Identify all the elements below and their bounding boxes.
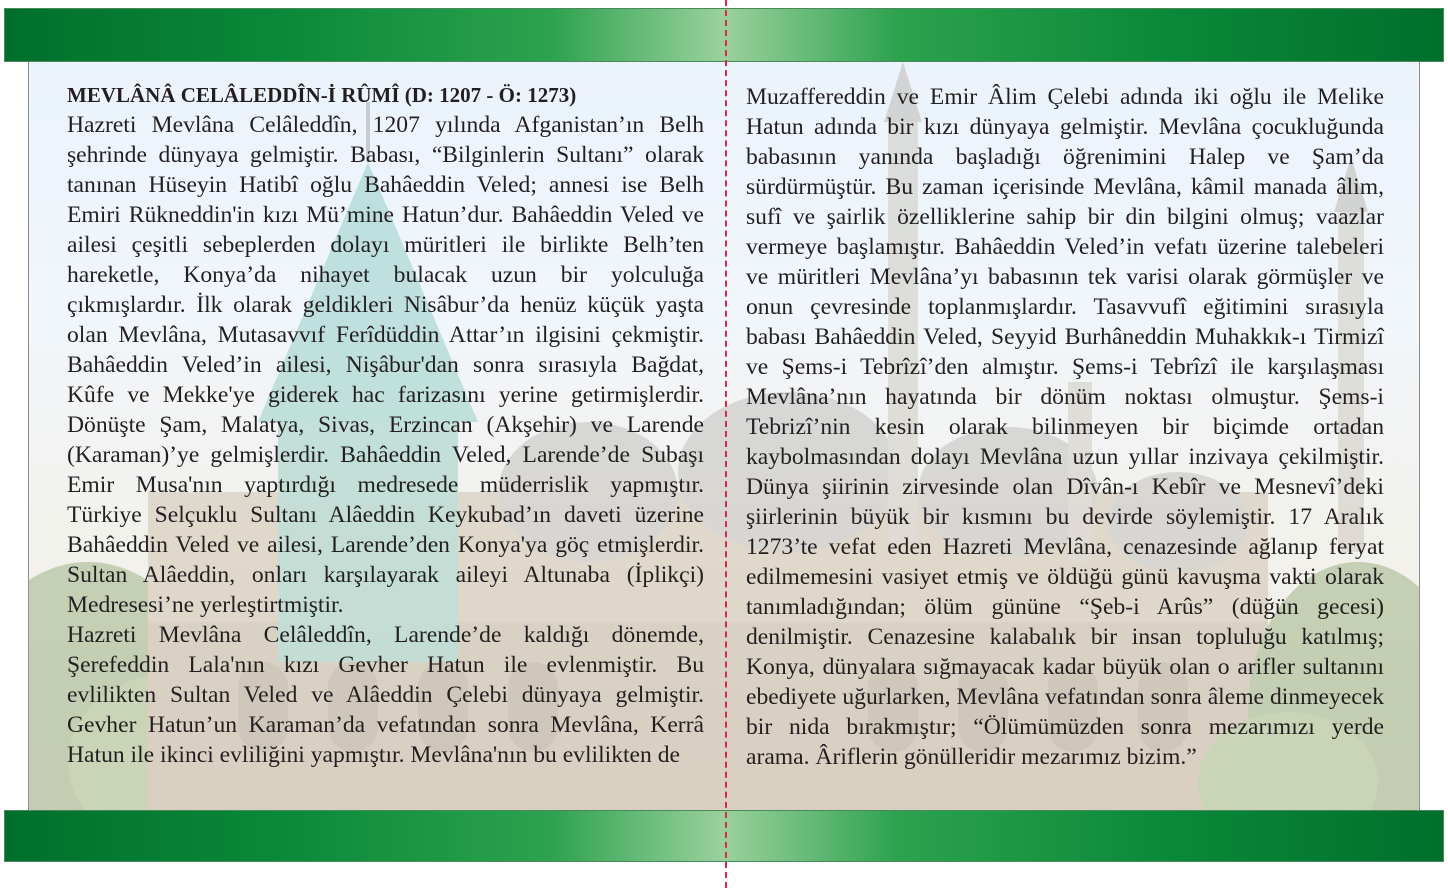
top-green-band — [4, 8, 1444, 62]
paragraph: Muzaffereddin ve Emir Âlim Çelebi adında iki oğlu ile Melike Hatun adında bir kızı dünyaya gelmiştir. Mevlâna çocukluğunda babasının yanında başladığı öğrenimini Halep ve Şam’da sürdürmüştür. Bu zaman içerisinde Mevlâna, kâmil manada âlim, sufî ve şairlik özelliklerine sahip bir din bilgini olmuş; vaazlar vermeye başlamıştır. Bahâeddin Veled’in vefatı üzerine talebeleri ve müritleri Mevlâna’yı babasının tek varisi olarak görmüşler ve onun çevresinde toplanmışlardır. Tasavvufî eğitimini sırasıyla babası Bahâeddin Veled, Seyyid Burhâneddin Muhakkık-ı Tirmizî ve Şems-i Tebrîzî’den almıştır. Şems-i Tebrîzî ile karşılaşması Mevlâna’nın hayatında bir dönüm noktası olmuştur. Şems-i Tebrizî’nin kesin olarak bilinmeyen bir biçimde ortadan kaybolmasından dolayı Mevlâna uzun yıllar inzivaya çekilmiştir. Dünya şiirinin zirvesinde olan Dîvân-ı Kebîr ve Mesnevî’deki şiirlerinin büyük bir kısmını bu devirde söylemiştir. 17 Aralık 1273’te vefat eden Hazreti Mevlâna, cenazesinde ağlanıp feryat edilmemesini vasiyet etmiş ve öldüğü günü kavuşma vakti olarak tanımladığından; ölüm gününe “Şeb-i Arûs” (düğün gecesi) denilmiştir. Cenazesine kalabalık bir insan topluluğu katılmış; Konya, dünyalara sığmayacak kadar büyük olan o arifler sultanını ebediyete uğurlarken, Mevlâna vefatından sonra âleme dinmeyecek bir nida bırakmıştır; “Ölümümüzden sonra mezarımızı yerde arama. Âriflerin gönülleridir mezarımız bizim.” — [746, 84, 1384, 770]
bottom-green-band — [4, 810, 1444, 862]
paragraph: Hazreti Mevlâna Celâleddîn, Larende’de kaldığı dönemde, Şerefeddin Lala'nın kızı Gevher Hatun ile evlenmiştir. Bu evlilikten Sultan Veled ve Alâeddin Çelebi dünyaya gelmiştir. Gevher Hatun’un Karaman’da vefatından sonra Mevlâna, Kerrâ Hatun ile ikinci evliliğini yapmıştır. Mevlâna'nın bu evlilikten de — [67, 622, 704, 768]
left-text-column — [67, 80, 704, 770]
right-text-column — [746, 82, 1384, 772]
fold-guide-line — [725, 0, 727, 888]
frame-right-border — [1419, 62, 1420, 810]
paragraph: Hazreti Mevlâna Celâleddîn, 1207 yılında Afganistan’ın Belh şehrinde dünyaya gelmiştir. Babası, “Bilginlerin Sultanı” olarak tanınan Hüseyin Hatibî oğlu Bahâeddin Veled; annesi ise Belh Emiri Rükneddin'in kızı Mü’mine Hatun’dur. Bahâeddin Veled ve ailesi çeşitli sebeplerden dolayı müritleri ile birlikte Belh’ten hareketle, Konya’da nihayet bulacak uzun bir yolculuğa çıkmışlardır. İlk olarak geldikleri Nisâbur’da henüz küçük yaşta olan Mevlâna, Mutasavvıf Ferîdüddin Attar’ın ilgisini çekmiştir. Bahâeddin Veled’in ailesi, Nişâbur'dan sonra sırasıyla Bağdat, Kûfe ve Mekke'ye giderek hac farizasını yerine getirmişlerdir. Dönüşte Şam, Malatya, Sivas, Erzincan (Akşehir) ve Larende (Karaman)’ye gelmişlerdir. Bahâeddin Veled, Larende’de Subaşı Emir Musa'nın yaptırdığı medresede müderrislik yapmıştır. Türkiye Selçuklu Sultanı Alâeddin Keykubad’ın daveti üzerine Bahâeddin Veled ve ailesi, Larende’den Konya'ya göç etmişlerdir. Sultan Alâeddin, onları karşılayarak aileyi Altunaba (İplikçi) Medresesi’ne yerleştirtmiştir. — [67, 112, 704, 618]
frame-left-border — [28, 62, 29, 810]
page-title: MEVLÂNÂ CELÂLEDDÎN-İ RÛMÎ (D: 1207 - Ö: 1273) — [67, 83, 577, 107]
